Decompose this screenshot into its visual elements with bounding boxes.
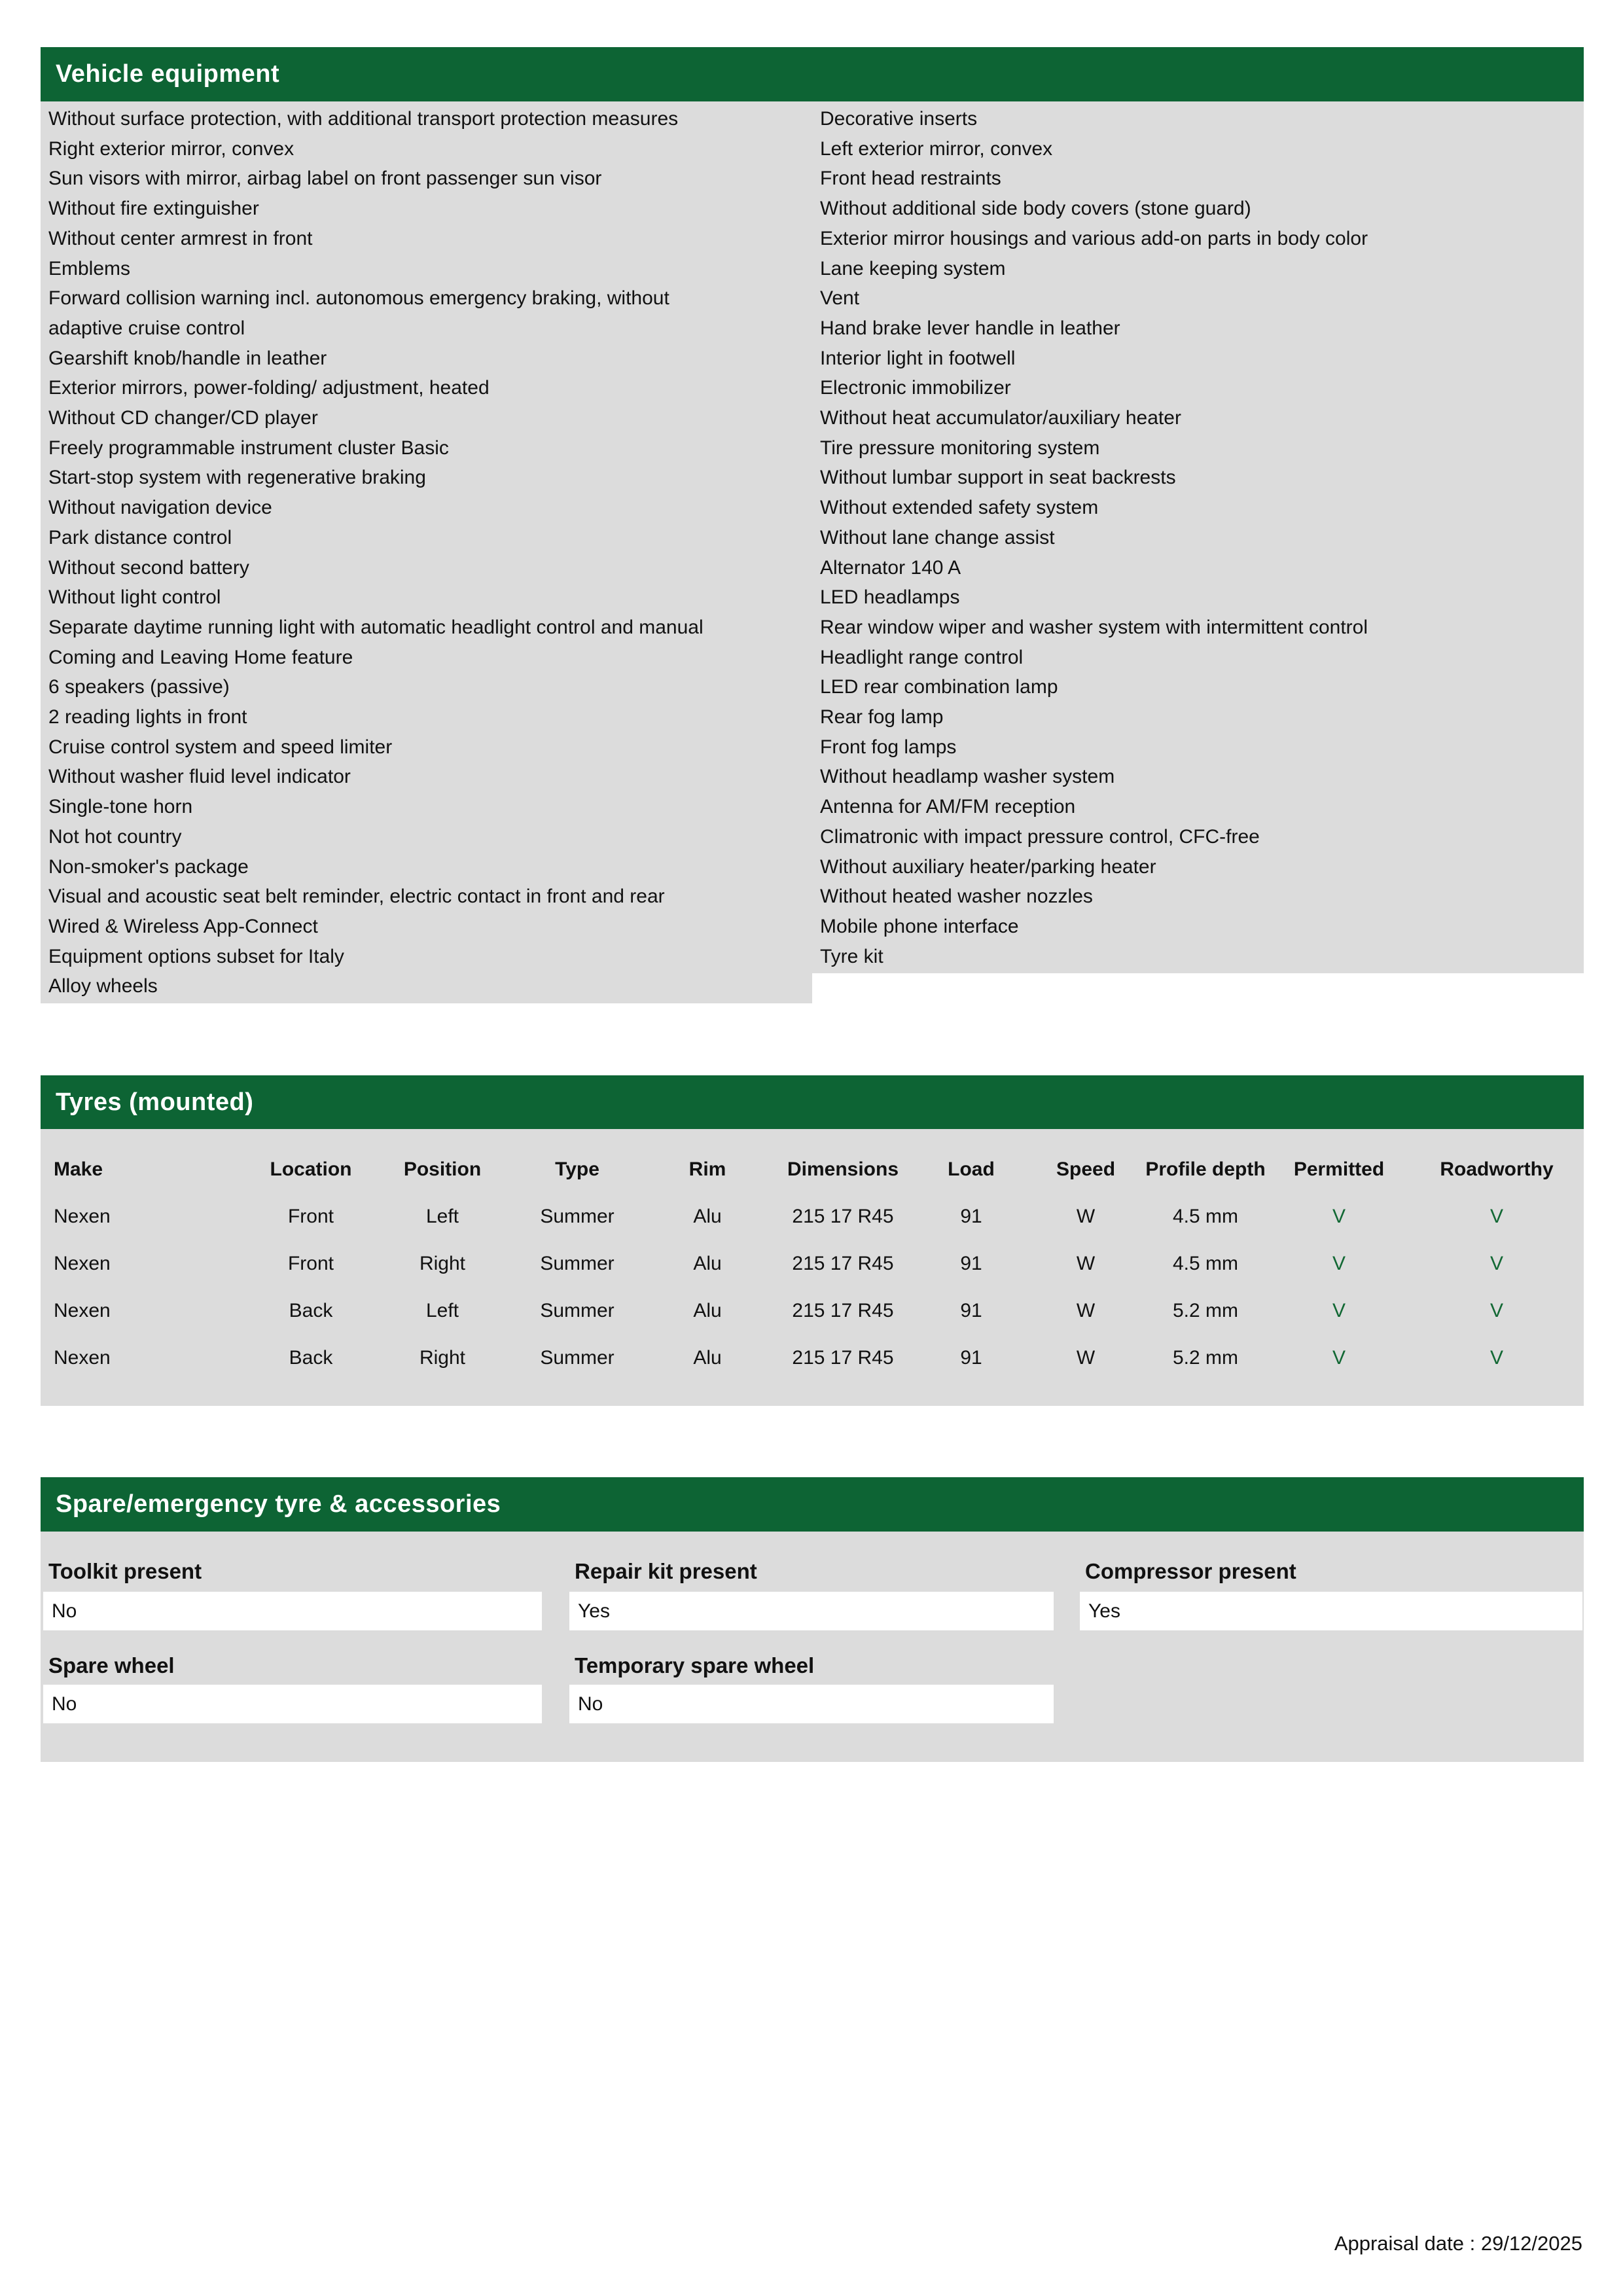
equipment-column-left	[41, 101, 812, 1003]
equipment-item: Decorative inserts	[820, 108, 978, 130]
equipment-item: Electronic immobilizer	[820, 377, 1011, 399]
cell-dimensions: 215 17 R45	[792, 1300, 894, 1321]
permitted-check-icon: V	[1332, 1206, 1346, 1227]
equipment-item: Wired & Wireless App-Connect	[48, 915, 318, 937]
equipment-item: Forward collision warning incl. autonomous emergency braking, without	[48, 287, 669, 310]
tyres-mounted-header	[41, 1075, 1584, 1130]
cell-position: Left	[425, 1206, 459, 1227]
equipment-item: LED headlamps	[820, 586, 960, 609]
cell-profile-depth: 4.5 mm	[1172, 1206, 1239, 1227]
compressor-present-label: Compressor present	[1085, 1559, 1296, 1583]
equipment-item: Without heat accumulator/auxiliary heater	[820, 407, 1181, 429]
col-permitted: Permitted	[1293, 1158, 1385, 1180]
tyre-row-front-left	[41, 1193, 1584, 1240]
equipment-item: Lane keeping system	[820, 257, 1006, 279]
cell-speed: W	[1076, 1347, 1096, 1369]
col-load: Load	[948, 1158, 995, 1180]
col-rim: Rim	[688, 1158, 726, 1180]
equipment-item: Visual and acoustic seat belt reminder, electric contact in front and rear	[48, 886, 665, 908]
spare-accessories-panel	[41, 1532, 1584, 1762]
tyre-row-front-right	[41, 1240, 1584, 1287]
equipment-item: Gearshift knob/handle in leather	[48, 347, 327, 369]
cell-dimensions: 215 17 R45	[792, 1206, 894, 1227]
cell-load: 91	[960, 1253, 982, 1274]
spare-wheel-field	[43, 1685, 542, 1723]
permitted-check-icon: V	[1332, 1347, 1346, 1369]
cell-type: Summer	[540, 1347, 615, 1369]
cell-location: Back	[289, 1347, 333, 1369]
equipment-item: Without additional side body covers (stone guard)	[820, 198, 1251, 220]
equipment-item: Front fog lamps	[820, 736, 957, 758]
equipment-item: Without lane change assist	[820, 526, 1055, 548]
cell-load: 91	[960, 1347, 982, 1369]
cell-rim: Alu	[693, 1300, 722, 1321]
cell-dimensions: 215 17 R45	[792, 1347, 894, 1369]
cell-profile-depth: 4.5 mm	[1172, 1253, 1239, 1274]
equipment-item: Cruise control system and speed limiter	[48, 736, 393, 758]
permitted-check-icon: V	[1332, 1253, 1346, 1274]
toolkit-present-field	[43, 1592, 542, 1630]
roadworthy-check-icon: V	[1489, 1253, 1503, 1274]
cell-type: Summer	[540, 1300, 615, 1321]
equipment-item: Exterior mirror housings and various add-on parts in body color	[820, 227, 1368, 249]
col-location: Location	[270, 1158, 352, 1180]
spare-accessories-title: Spare/emergency tyre & accessories	[56, 1490, 501, 1518]
cell-load: 91	[960, 1300, 982, 1321]
equipment-item: Climatronic with impact pressure control, CFC-free	[820, 825, 1260, 848]
equipment-item: Without auxiliary heater/parking heater	[820, 855, 1156, 878]
equipment-item: Left exterior mirror, convex	[820, 137, 1053, 160]
equipment-item: LED rear combination lamp	[820, 676, 1058, 698]
equipment-item: Start-stop system with regenerative braking	[48, 467, 426, 489]
equipment-item: adaptive cruise control	[48, 317, 245, 339]
equipment-item: Without light control	[48, 586, 221, 609]
cell-dimensions: 215 17 R45	[792, 1253, 894, 1274]
equipment-item: Freely programmable instrument cluster Basic	[48, 437, 449, 459]
tyres-mounted-title: Tyres (mounted)	[56, 1088, 254, 1116]
spare-wheel-label: Spare wheel	[48, 1653, 175, 1677]
equipment-item: Alternator 140 A	[820, 556, 961, 579]
equipment-item: 2 reading lights in front	[48, 706, 247, 728]
equipment-item: Mobile phone interface	[820, 915, 1019, 937]
permitted-check-icon: V	[1332, 1300, 1346, 1321]
equipment-item: Without heated washer nozzles	[820, 886, 1093, 908]
equipment-item: Rear fog lamp	[820, 706, 944, 728]
cell-profile-depth: 5.2 mm	[1172, 1347, 1239, 1369]
tyre-row-back-right	[41, 1335, 1584, 1382]
cell-rim: Alu	[693, 1253, 722, 1274]
equipment-item: Without CD changer/CD player	[48, 407, 318, 429]
vehicle-equipment-list	[41, 101, 1584, 1003]
toolkit-present-value: No	[52, 1600, 77, 1622]
equipment-item: Without extended safety system	[820, 497, 1099, 519]
equipment-item: Single-tone horn	[48, 796, 193, 818]
cell-speed: W	[1076, 1206, 1096, 1227]
tyres-table-panel	[41, 1129, 1584, 1406]
cell-position: Right	[419, 1347, 466, 1369]
vehicle-equipment-title: Vehicle equipment	[56, 60, 280, 88]
cell-make: Nexen	[54, 1206, 111, 1227]
cell-speed: W	[1076, 1300, 1096, 1321]
spare-accessories-header	[41, 1477, 1584, 1532]
equipment-item: Alloy wheels	[48, 975, 158, 997]
cell-rim: Alu	[693, 1347, 722, 1369]
repair-kit-present-field	[569, 1592, 1054, 1630]
cell-profile-depth: 5.2 mm	[1172, 1300, 1239, 1321]
equipment-item: Equipment options subset for Italy	[48, 945, 344, 967]
cell-make: Nexen	[54, 1300, 111, 1321]
compressor-present-value: Yes	[1088, 1600, 1120, 1622]
repair-kit-present-label: Repair kit present	[575, 1559, 757, 1583]
toolkit-present-label: Toolkit present	[48, 1559, 202, 1583]
temporary-spare-wheel-label: Temporary spare wheel	[575, 1653, 815, 1677]
tyres-header-row	[41, 1146, 1584, 1193]
cell-position: Left	[425, 1300, 459, 1321]
equipment-item: Right exterior mirror, convex	[48, 137, 294, 160]
cell-position: Right	[419, 1253, 466, 1274]
roadworthy-check-icon: V	[1489, 1206, 1503, 1227]
cell-make: Nexen	[54, 1253, 111, 1274]
equipment-item: Without second battery	[48, 556, 249, 579]
equipment-item: Interior light in footwell	[820, 347, 1016, 369]
col-dimensions: Dimensions	[787, 1158, 899, 1180]
equipment-item: Without headlamp washer system	[820, 766, 1115, 788]
temporary-spare-wheel-field	[569, 1685, 1054, 1723]
roadworthy-check-icon: V	[1489, 1347, 1503, 1369]
spare-wheel-value: No	[52, 1693, 77, 1715]
equipment-column-right	[812, 101, 1584, 973]
col-type: Type	[555, 1158, 599, 1180]
equipment-item: Park distance control	[48, 526, 232, 548]
equipment-item: Headlight range control	[820, 646, 1024, 668]
equipment-item: Without surface protection, with additional transport protection measures	[48, 108, 679, 130]
equipment-item: Not hot country	[48, 825, 182, 848]
equipment-item: Without fire extinguisher	[48, 198, 259, 220]
equipment-item: Tire pressure monitoring system	[820, 437, 1100, 459]
roadworthy-check-icon: V	[1489, 1300, 1503, 1321]
equipment-item: Without navigation device	[48, 497, 272, 519]
equipment-item: Rear window wiper and washer system with intermittent control	[820, 616, 1368, 638]
equipment-item: Emblems	[48, 257, 131, 279]
cell-type: Summer	[540, 1253, 615, 1274]
equipment-item: Non-smoker's package	[48, 855, 249, 878]
compressor-present-field	[1080, 1592, 1582, 1630]
equipment-item: Antenna for AM/FM reception	[820, 796, 1076, 818]
cell-location: Front	[287, 1206, 334, 1227]
cell-location: Front	[287, 1253, 334, 1274]
cell-make: Nexen	[54, 1347, 111, 1369]
equipment-item: Exterior mirrors, power-folding/ adjustment, heated	[48, 377, 490, 399]
repair-kit-present-value: Yes	[578, 1600, 610, 1622]
equipment-item: Sun visors with mirror, airbag label on front passenger sun visor	[48, 168, 602, 190]
col-profile-depth: Profile depth	[1145, 1158, 1266, 1180]
tyres-table	[41, 1146, 1584, 1382]
equipment-item: 6 speakers (passive)	[48, 676, 230, 698]
col-make: Make	[54, 1158, 103, 1180]
equipment-item: Vent	[820, 287, 860, 310]
equipment-item: Coming and Leaving Home feature	[48, 646, 353, 668]
equipment-item: Hand brake lever handle in leather	[820, 317, 1120, 339]
equipment-item: Without washer fluid level indicator	[48, 766, 351, 788]
appraisal-date: Appraisal date : 29/12/2025	[1334, 2232, 1582, 2255]
temporary-spare-wheel-value: No	[578, 1693, 603, 1715]
equipment-item: Front head restraints	[820, 168, 1001, 190]
col-position: Position	[403, 1158, 482, 1180]
equipment-item: Without lumbar support in seat backrests	[820, 467, 1176, 489]
equipment-item: Without center armrest in front	[48, 227, 313, 249]
vehicle-equipment-header	[41, 47, 1584, 101]
equipment-item: Separate daytime running light with automatic headlight control and manual	[48, 616, 704, 638]
tyre-row-back-left	[41, 1287, 1584, 1335]
equipment-item: Tyre kit	[820, 945, 883, 967]
cell-location: Back	[289, 1300, 333, 1321]
col-speed: Speed	[1056, 1158, 1116, 1180]
cell-type: Summer	[540, 1206, 615, 1227]
cell-rim: Alu	[693, 1206, 722, 1227]
cell-speed: W	[1076, 1253, 1096, 1274]
col-roadworthy: Roadworthy	[1440, 1158, 1554, 1180]
cell-load: 91	[960, 1206, 982, 1227]
